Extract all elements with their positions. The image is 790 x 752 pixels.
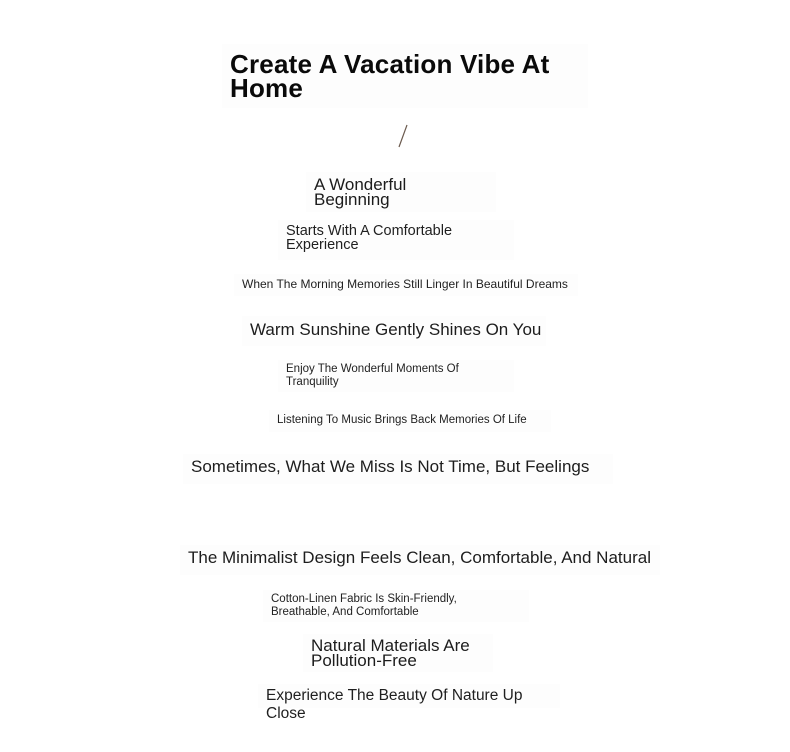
text-block-minimalist-design — [180, 545, 660, 575]
text-line: When The Morning Memories Still Linger In Beautiful Dreams — [242, 277, 568, 291]
text-block-nature-up-close — [258, 684, 560, 722]
slash-divider-icon — [397, 124, 409, 148]
text-block-tranquility — [278, 360, 514, 392]
text-line: Natural Materials Are Pollution-Free — [311, 636, 470, 670]
text-line: The Minimalist Design Feels Clean, Comfortable, And Natural — [188, 548, 651, 567]
text-block-natural-materials — [303, 634, 493, 672]
text-block-wonderful-beginning — [306, 172, 496, 212]
page-title: Create A Vacation Vibe At Home — [230, 49, 550, 103]
page-title-block — [222, 44, 588, 108]
text-line: Enjoy The Wonderful Moments Of Tranquility — [286, 363, 459, 388]
text-block-comfortable-experience — [278, 220, 514, 260]
text-line: Listening To Music Brings Back Memories Of Life — [277, 414, 527, 426]
text-line: Starts With A Comfortable Experience — [286, 223, 453, 253]
text-block-warm-sunshine — [242, 316, 546, 346]
text-line: Experience The Beauty Of Nature Up Close — [266, 687, 523, 722]
text-block-music-memories — [269, 410, 551, 432]
text-line: Sometimes, What We Miss Is Not Time, But Feelings — [191, 457, 590, 476]
text-line: Cotton-Linen Fabric Is Skin-Friendly, Breathable, And Comfortable — [271, 593, 457, 618]
text-line: A Wonderful Beginning — [314, 175, 407, 209]
text-block-cotton-linen — [263, 590, 529, 622]
text-line: Warm Sunshine Gently Shines On You — [250, 320, 542, 339]
text-block-miss-feelings — [183, 454, 613, 484]
text-block-morning-memories — [234, 274, 578, 296]
